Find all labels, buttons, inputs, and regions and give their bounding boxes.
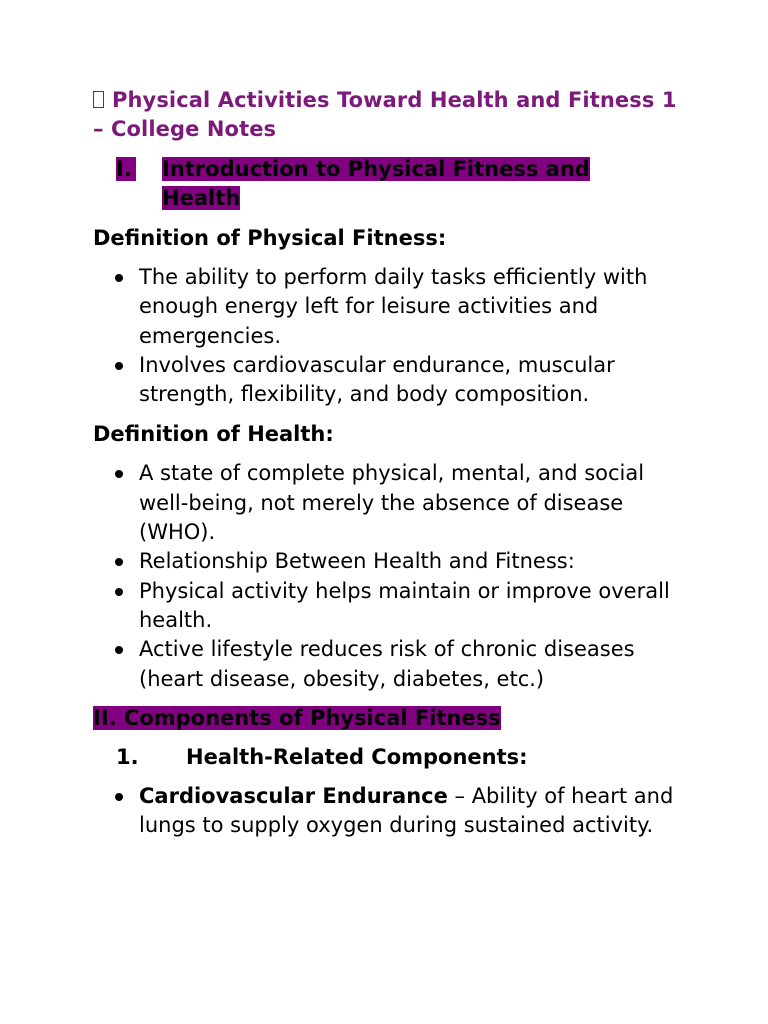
subsection-number: 1. [116,744,139,769]
health-definition-heading: Definition of Health: [93,422,334,447]
list-item [93,351,679,410]
subsection-heading-text: Health-Related Components: [186,744,528,769]
bullet-icon [115,470,123,478]
section-heading-text: Introduction to Physical Fitness and Health [162,157,590,210]
missing-glyph-icon [93,91,104,108]
document-title [93,86,693,144]
list-item [93,635,679,694]
fitness-definition-list [93,263,693,409]
list-item-text: Relationship Between Health and Fitness: [139,549,575,574]
health-related-heading [116,743,693,772]
list-item-text: – Ability of heart and lungs to supply oxygen during sustained activity. [139,783,674,838]
list-item [93,459,679,547]
list-item-text: The ability to perform daily tasks efficiently with enough energy left for leisure activities and emergencies. [139,265,648,348]
list-item [93,782,679,841]
list-item-text: Involves cardiovascular endurance, muscular strength, flexibility, and body composition. [139,352,615,407]
list-item [93,547,679,576]
list-item [93,577,679,636]
list-item-text: A state of complete physical, mental, and social well-being, not merely the absence of disease (WHO). [139,461,645,545]
list-item-text: Physical activity helps maintain or improve overall health. [139,578,670,632]
bullet-icon [115,274,123,282]
document-page [93,86,693,840]
section-numeral: II. [93,705,117,730]
list-item-term: Cardiovascular Endurance [139,783,448,808]
bullet-icon [115,793,123,801]
health-definition-list [93,459,693,693]
bullet-icon [115,558,123,566]
health-related-list [93,782,693,841]
section-heading-components [93,704,693,733]
bullet-icon [115,646,123,654]
list-item [93,263,679,351]
bullet-icon [115,588,123,596]
section-heading-text: Components of Physical Fitness [123,705,501,730]
section-heading-introduction [116,155,642,213]
document-title-text: Physical Activities Toward Health and Fitness 1 – College Notes [93,88,677,141]
fitness-definition-heading: Definition of Physical Fitness: [93,226,447,250]
bullet-icon [115,362,123,370]
section-numeral: I. [116,157,136,181]
list-item-text: Active lifestyle reduces risk of chronic diseases (heart disease, obesity, diabetes, etc.) [139,637,635,691]
